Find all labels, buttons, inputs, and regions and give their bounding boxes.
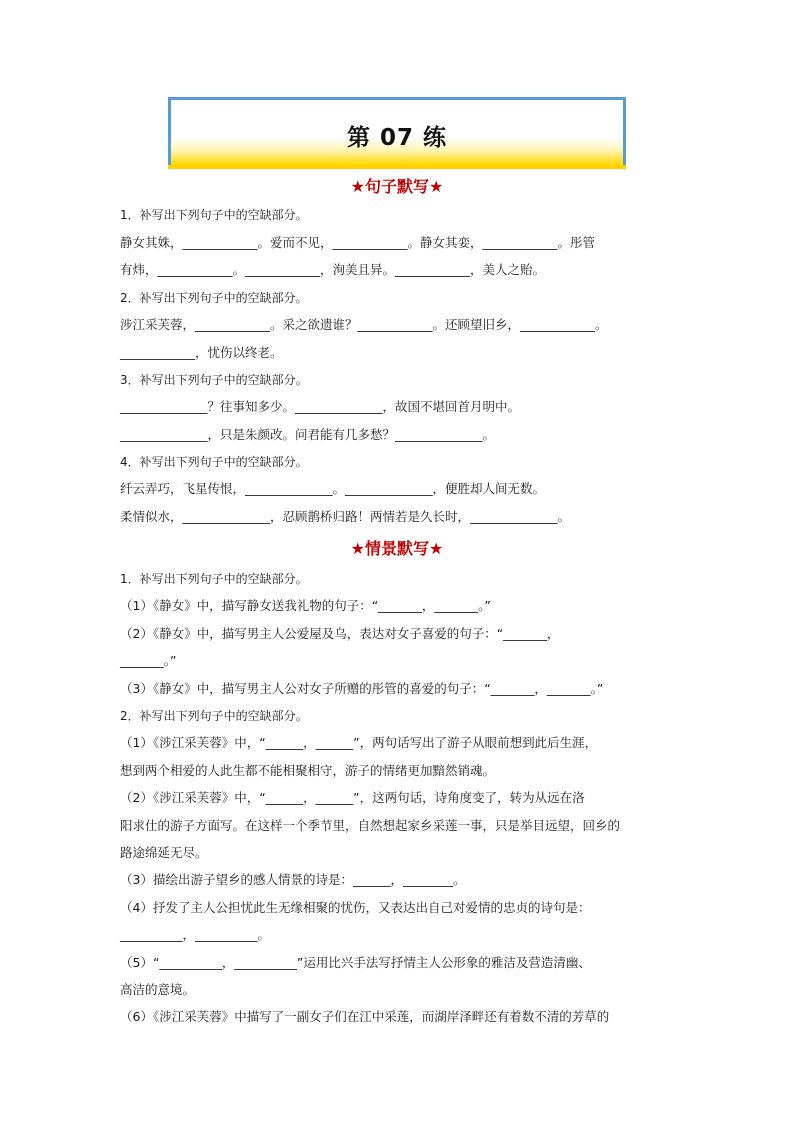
text-line: 柔情似水，______________，忍顾鹊桥归路！两情若是久长时，______________。 bbox=[120, 509, 571, 524]
text-line: ______________，只是朱颜改。问君能有几多愁？______________。 bbox=[120, 427, 496, 442]
text-line: （3）描绘出游子望乡的感人情景的诗是：______，________。 bbox=[120, 872, 466, 887]
text-line: （6）《涉江采芙蓉》中描写了一副女子们在江中采莲，而湖岸泽畔还有着数不清的芳草的 bbox=[120, 1009, 610, 1024]
question-prompt: 3．补写出下列句子中的空缺部分。 bbox=[120, 373, 308, 387]
text-line: _______。” bbox=[120, 653, 177, 668]
question-prompt: 1．补写出下列句子中的空缺部分。 bbox=[120, 208, 308, 222]
text-line: （1）《静女》中，描写静女送我礼物的句子：“_______，_______。” bbox=[120, 598, 491, 613]
text-line: 高洁的意境。 bbox=[120, 982, 196, 997]
section-heading-sentences: ★句子默写★ bbox=[350, 177, 444, 196]
text-line: （2）《涉江采芙蓉》中，“______，______”，这两句话，诗角度变了，转为从远在洛 bbox=[120, 790, 585, 805]
text-line: 想到两个相爱的人此生都不能相聚相守，游子的情绪更加黯然销魂。 bbox=[120, 763, 496, 778]
question-prompt: 4．补写出下列句子中的空缺部分。 bbox=[120, 455, 308, 469]
section-heading-scenes: ★情景默写★ bbox=[350, 539, 444, 558]
page-title: 第 07 练 bbox=[346, 125, 448, 151]
title-box bbox=[168, 97, 626, 165]
text-line: 路途绵延无尽。 bbox=[120, 845, 208, 860]
question-prompt: 2．补写出下列句子中的空缺部分。 bbox=[120, 709, 308, 723]
question-prompt: 2．补写出下列句子中的空缺部分。 bbox=[120, 291, 308, 305]
text-line: ______________？往事知多少。______________，故国不堪回首月明中。 bbox=[120, 399, 521, 414]
text-line: （1）《涉江采芙蓉》中，“______，______”，两句话写出了游子从眼前想到此后生涯， bbox=[120, 735, 598, 750]
text-line: （5）“__________，__________”运用比兴手法写抒情主人公形象的雅洁及营造清幽、 bbox=[120, 955, 591, 970]
text-line: __________，__________。 bbox=[120, 927, 271, 942]
text-line: （4）抒发了主人公担忧此生无缘相聚的忧伤，又表达出自己对爱情的忠贞的诗句是： bbox=[120, 900, 591, 915]
text-line: （2）《静女》中，描写男主人公爱屋及乌，表达对女子喜爱的句子：“_______， bbox=[120, 626, 560, 641]
text-line: 有炜，____________。____________，洵美且异。____________，美人之贻。 bbox=[120, 262, 546, 277]
text-line: 阳求仕的游子方面写。在这样一个季节里，自然想起家乡采莲一事，只是举目远望，回乡的 bbox=[120, 818, 621, 833]
question-prompt: 1．补写出下列句子中的空缺部分。 bbox=[120, 572, 308, 586]
text-line: （3）《静女》中，描写男主人公对女子所赠的彤管的喜爱的句子：“_______，_______。” bbox=[120, 681, 604, 696]
text-line: 静女其姝，____________。爱而不见，____________。静女其娈，____________。彤管 bbox=[120, 235, 596, 250]
text-line: ____________，忧伤以终老。 bbox=[120, 345, 283, 360]
text-line: 纤云弄巧，飞星传恨，______________。______________，便胜却人间无数。 bbox=[120, 481, 546, 496]
text-line: 涉江采芙蓉，____________。采之欲遗谁？____________。还顾望旧乡，____________。 bbox=[120, 317, 608, 332]
